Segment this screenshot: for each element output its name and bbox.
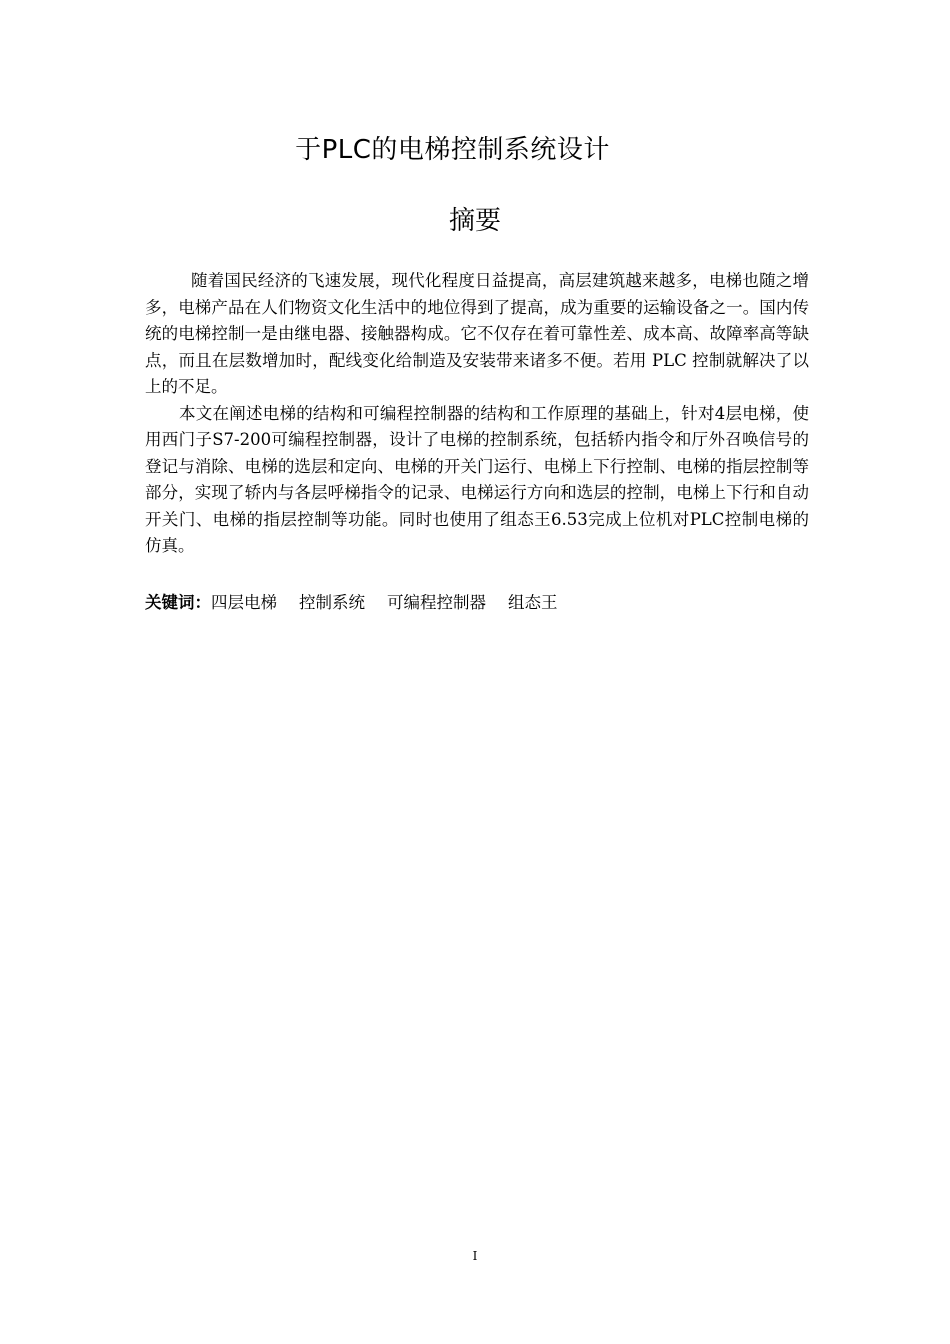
document-title: 于PLC的电梯控制系统设计 (295, 135, 610, 165)
abstract-body (145, 268, 809, 560)
keyword-item: 可编程控制器 (387, 593, 486, 612)
abstract-paragraph: 随着国民经济的飞速发展，现代化程度日益提高，高层建筑越来越多，电梯也随之增多，电梯产品在人们物资文化生活中的地位得到了提高，成为重要的运输设备之一。国内传统的电梯控制一是由继电器、接触器构成。它不仅存在着可靠性差、成本高、故障率高等缺点，而且在层数增加时，配线变化给制造及安装带来诸多不便。若用 PLC 控制就解决了以上的不足。 (145, 271, 809, 396)
keyword-item: 控制系统 (299, 593, 365, 612)
keyword-item: 组态王 (508, 593, 558, 612)
keyword-item: 四层电梯 (211, 593, 277, 612)
abstract-heading: 摘要 (448, 206, 501, 236)
page-number: I (472, 1249, 478, 1263)
keywords-line (145, 590, 809, 616)
keywords-label: 关键词： (145, 593, 211, 612)
abstract-paragraph: 本文在阐述电梯的结构和可编程控制器的结构和工作原理的基础上，针对4层电梯，使用西门子S7-200可编程控制器，设计了电梯的控制系统，包括轿内指令和厅外召唤信号的登记与消除、电梯的选层和定向、电梯的开关门运行、电梯上下行控制、电梯的指层控制等部分，实现了轿内与各层呼梯指令的记录、电梯运行方向和选层的控制，电梯上下行和自动开关门、电梯的指层控制等功能。同时也使用了组态王6.53完成上位机对PLC控制电梯的仿真。 (145, 403, 809, 555)
